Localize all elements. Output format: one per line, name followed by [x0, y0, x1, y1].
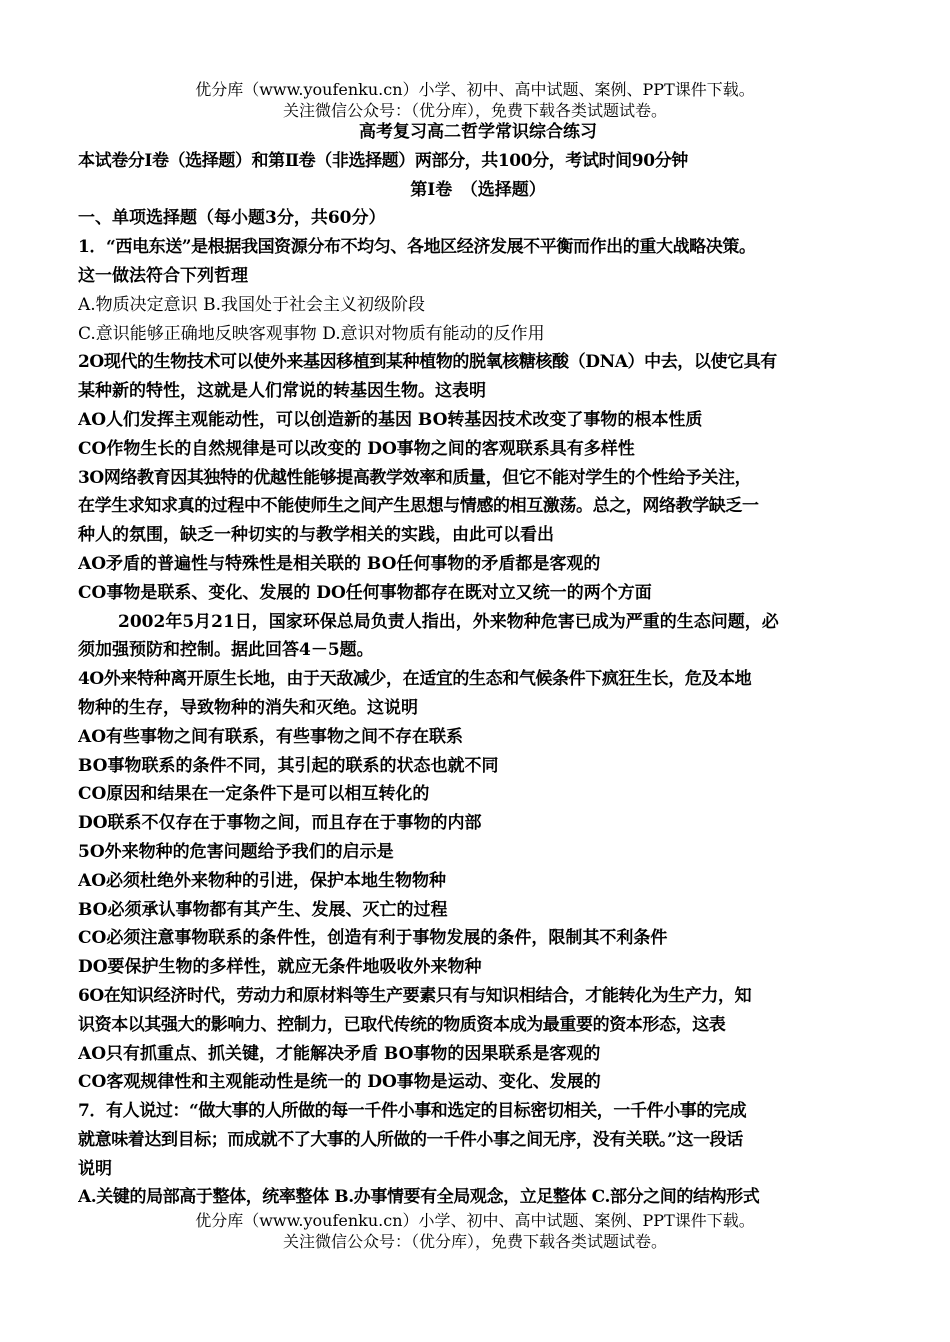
text-line: AO必须杜绝外来物种的引进，保护本地生物物种	[78, 870, 446, 891]
exam-intro: 本试卷分Ⅰ卷（选择题）和第Ⅱ卷（非选择题）两部分，共100分，考试时间90分钟	[78, 150, 688, 171]
text-line: 4O外来特种离开原生长地，由于天敌减少，在适宜的生态和气候条件下疯狂生长，危及本地	[78, 669, 752, 690]
text-line: CO事物是联系、变化、发展的 DO任何事物都存在既对立又统一的两个方面	[78, 582, 652, 603]
text-line: 须加强预防和控制。据此回答4－5题。	[78, 640, 374, 661]
part-1-heading: 第Ⅰ卷 （选择题）	[410, 179, 546, 200]
text-line: 3O网络教育因其独特的优越性能够提高教学效率和质量，但它不能对学生的个性给予关注，	[78, 467, 752, 488]
header-line-1: 优分库（www.youfenku.cn）小学、初中、高中试题、案例、PPT课件下载。	[195, 80, 755, 99]
footer-line-2: 关注微信公众号：（优分库），免费下载各类试题试卷。	[282, 1232, 667, 1251]
text-line: 2O现代的生物技术可以使外来基因移植到某种植物的脱氧核糖核酸（DNA）中去，以使它具有	[78, 352, 777, 373]
text-line: CO作物生长的自然规律是可以改变的 DO事物之间的客观联系具有多样性	[78, 438, 635, 459]
text-line: A.关键的局部高于整体，统率整体 B.办事情要有全局观念，立足整体 C.部分之间的结构形式	[78, 1187, 760, 1208]
text-line: 物种的生存，导致物种的消失和灭绝。这说明	[78, 697, 418, 718]
header-line-2: 关注微信公众号：（优分库），免费下载各类试题试卷。	[282, 101, 667, 120]
text-line: BO必须承认事物都有其产生、发展、灭亡的过程	[78, 899, 448, 920]
text-line: 2002年5月21日，国家环保总局负责人指出，外来物种危害已成为严重的生态问题，必	[118, 611, 779, 632]
text-line: 这一做法符合下列哲理	[78, 265, 248, 286]
text-line: 7．有人说过：“做大事的人所做的每一千件小事和选定的目标密切相关，一千件小事的完成	[78, 1101, 747, 1122]
text-line: AO人们发挥主观能动性，可以创造新的基因 BO转基因技术改变了事物的根本性质	[78, 409, 703, 430]
text-line: 识资本以其强大的影响力、控制力，已取代传统的物质资本成为最重要的资本形态，这表	[78, 1014, 726, 1035]
text-line: AO有些事物之间有联系，有些事物之间不存在联系	[78, 726, 463, 747]
text-line: CO客观规律性和主观能动性是统一的 DO事物是运动、变化、发展的	[78, 1072, 601, 1093]
text-line: 种人的氛围，缺乏一种切实的与教学相关的实践，由此可以看出	[78, 525, 554, 546]
text-line: CO必须注意事物联系的条件性，创造有利于事物发展的条件，限制其不利条件	[78, 928, 668, 949]
text-line: 1．“西电东送”是根据我国资源分布不均匀、各地区经济发展不平衡而作出的重大战略决策。	[78, 237, 756, 258]
footer-line-1: 优分库（www.youfenku.cn）小学、初中、高中试题、案例、PPT课件下载。	[195, 1211, 755, 1230]
text-line: 说明	[78, 1158, 112, 1179]
text-line: AO矛盾的普遍性与特殊性是相关联的 BO任何事物的矛盾都是客观的	[78, 553, 601, 574]
text-line: DO要保护生物的多样性，就应无条件地吸收外来物种	[78, 957, 482, 978]
document-body	[78, 118, 878, 1212]
text-line: C.意识能够正确地反映客观事物 D.意识对物质有能动的反作用	[78, 323, 545, 344]
text-line: CO原因和结果在一定条件下是可以相互转化的	[78, 784, 430, 805]
section-1-heading: 一、单项选择题（每小题3分，共60分）	[78, 208, 386, 229]
text-line: 就意味着达到目标；而成就不了大事的人所做的一千件小事之间无序，没有关联。”这一段话	[78, 1129, 743, 1150]
text-line: AO只有抓重点、抓关键，才能解决矛盾 BO事物的因果联系是客观的	[78, 1043, 601, 1064]
text-line: DO联系不仅存在于事物之间，而且存在于事物的内部	[78, 813, 482, 834]
text-line: 5O外来物种的危害问题给予我们的启示是	[78, 841, 394, 862]
text-line: 6O在知识经济时代，劳动力和原材料等生产要素只有与知识相结合，才能转化为生产力，知	[78, 985, 752, 1006]
document-title: 高考复习高二哲学常识综合练习	[359, 122, 597, 142]
text-line: 在学生求知求真的过程中不能使师生之间产生思想与情感的相互激荡。总之，网络教学缺乏一	[78, 496, 759, 517]
text-line: A.物质决定意识 B.我国处于社会主义初级阶段	[78, 294, 425, 315]
text-line: 某种新的特性，这就是人们常说的转基因生物。这表明	[78, 381, 486, 402]
text-line: BO事物联系的条件不同，其引起的联系的状态也就不同	[78, 755, 499, 776]
